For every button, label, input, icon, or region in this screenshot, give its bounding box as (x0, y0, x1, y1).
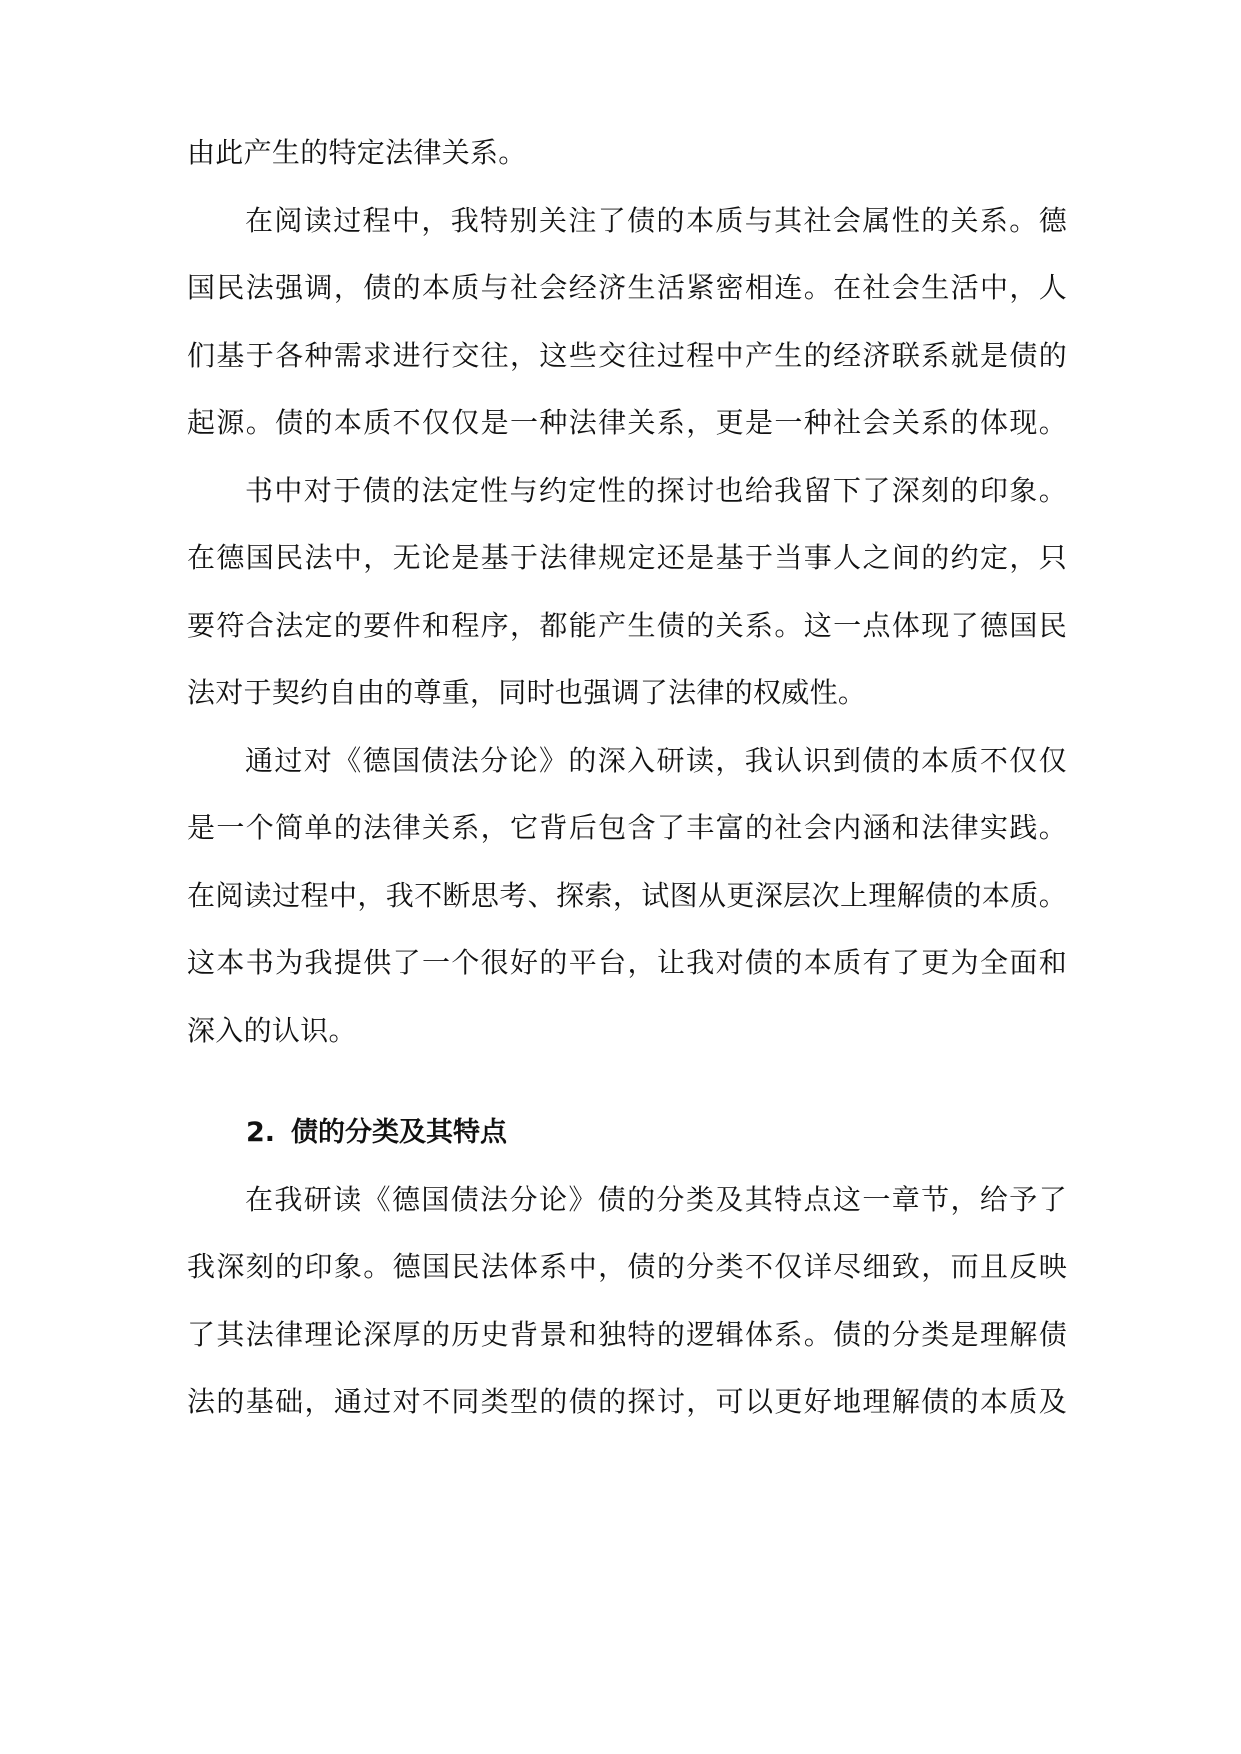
paragraph-line: 在阅读过程中，我不断思考、探索，试图从更深层次上理解债的本质。 (187, 879, 1067, 912)
paragraph-line: 了其法律理论深厚的历史背景和独特的逻辑体系。债的分类是理解债 (187, 1318, 1067, 1351)
paragraph-line: 法对于契约自由的尊重，同时也强调了法律的权威性。 (187, 676, 867, 709)
section-title: 债的分类及其特点 (291, 1117, 508, 1148)
section-number: 2. (246, 1117, 276, 1148)
paragraph-line: 书中对于债的法定性与约定性的探讨也给我留下了深刻的印象。 (245, 474, 1067, 507)
paragraph-line: 由此产生的特定法律关系。 (187, 136, 527, 169)
paragraph-line: 是一个简单的法律关系，它背后包含了丰富的社会内涵和法律实践。 (187, 811, 1067, 844)
paragraph-line: 要符合法定的要件和程序，都能产生债的关系。这一点体现了德国民 (187, 609, 1067, 642)
paragraph-line: 起源。债的本质不仅仅是一种法律关系，更是一种社会关系的体现。 (187, 406, 1067, 439)
paragraph-line: 在德国民法中，无论是基于法律规定还是基于当事人之间的约定，只 (187, 541, 1067, 574)
paragraph-line: 通过对《德国债法分论》的深入研读，我认识到债的本质不仅仅 (245, 744, 1067, 777)
paragraph-line: 这本书为我提供了一个很好的平台，让我对债的本质有了更为全面和 (187, 946, 1067, 979)
paragraph-line: 国民法强调，债的本质与社会经济生活紧密相连。在社会生活中，人 (187, 271, 1067, 304)
paragraph-line: 们基于各种需求进行交往，这些交往过程中产生的经济联系就是债的 (187, 339, 1067, 372)
paragraph-line: 我深刻的印象。德国民法体系中，债的分类不仅详尽细致，而且反映 (187, 1250, 1067, 1283)
section-heading (246, 1113, 507, 1153)
paragraph-line: 在我研读《德国债法分论》债的分类及其特点这一章节，给予了 (245, 1183, 1067, 1216)
paragraph-line: 深入的认识。 (187, 1014, 357, 1047)
paragraph-line: 法的基础，通过对不同类型的债的探讨，可以更好地理解债的本质及 (187, 1385, 1067, 1418)
paragraph-line: 在阅读过程中，我特别关注了债的本质与其社会属性的关系。德 (245, 204, 1067, 237)
